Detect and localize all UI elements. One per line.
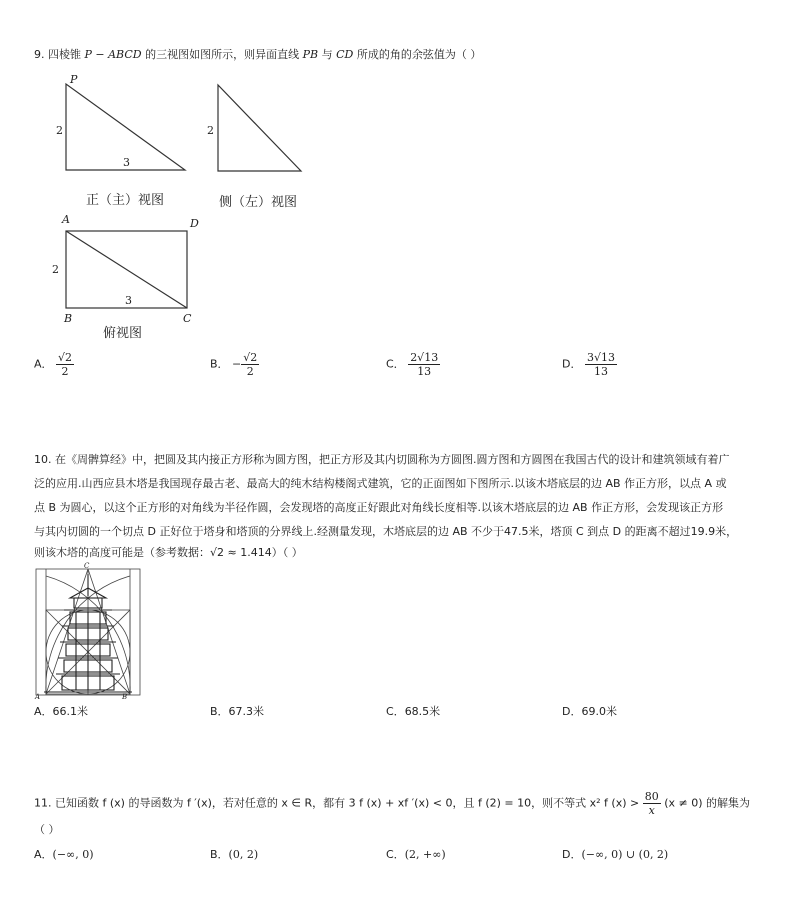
- q11-stem-tail: (x ≠ 0) 的解集为: [664, 796, 751, 810]
- pagoda-building: [44, 574, 132, 692]
- option-letter: A．: [34, 848, 53, 861]
- q9-math-pyramid: P − ABCD: [84, 48, 142, 61]
- q10-option-c[interactable]: [386, 703, 440, 719]
- q9-option-a-fraction: [56, 351, 74, 378]
- q9-stem-text: 所成的角的余弦值为（ ）: [353, 48, 482, 61]
- q11-option-c[interactable]: [386, 846, 446, 862]
- q10-stem-line-5: 则该木塔的高度可能是（参考数据：√2 ≈ 1.414）（ ）: [34, 546, 303, 559]
- option-letter: B．: [210, 848, 229, 861]
- q10-stem-line-3: 点 B 为圆心，以这个正方形的对角线为半径作圆，会发现塔的高度正好跟此对角线长度相等.以该木塔底层的边 AB 作正方形，会发现该正方形: [34, 501, 724, 514]
- top-view-label-a: A: [62, 213, 70, 226]
- top-view-label-b: B: [64, 312, 73, 325]
- pagoda-label-b: B: [122, 693, 128, 701]
- fraction-denominator: 2: [61, 365, 69, 378]
- q10-option-b[interactable]: [210, 703, 264, 719]
- option-sign: −: [232, 357, 242, 371]
- option-value: 68.5米: [404, 705, 441, 718]
- option-value: (0, 2): [228, 848, 259, 861]
- front-view-label-p: P: [70, 73, 78, 86]
- pagoda-figure: [34, 566, 142, 700]
- option-letter: B．: [210, 705, 229, 718]
- option-letter: D．: [562, 357, 582, 371]
- top-view-width: 3: [125, 294, 132, 307]
- q10-stem-line-1: 10. 在《周髀算经》中，把圆及其内接正方形称为圆方图，把正方形及其内切圆称为方圆图.圆方图和方圆图在我国古代的设计和建筑领域有着广: [34, 453, 730, 466]
- option-value: 69.0米: [581, 705, 617, 718]
- pagoda-label-a: A: [35, 693, 41, 701]
- option-value: 66.1米: [52, 705, 89, 718]
- q9-math-cd: CD: [336, 48, 354, 61]
- q11-option-a[interactable]: [34, 846, 94, 862]
- q11-stem-text: 11. 已知函数 f (x) 的导函数为 f ′(x)，若对任意的 x ∈ R，都有 3 f (x) + xf ′(x) < 0，且 f (2) = 10，则不等式 x² f (x) >: [34, 796, 640, 810]
- option-letter: A．: [34, 357, 53, 371]
- top-view-label-d: D: [190, 217, 199, 230]
- option-letter: B．: [210, 357, 229, 371]
- option-value: (2, +∞): [404, 848, 446, 861]
- option-value: (−∞, 0): [52, 848, 94, 861]
- side-view-triangle: [218, 85, 301, 171]
- option-letter: C．: [386, 357, 405, 371]
- pagoda-label-c: C: [84, 562, 90, 570]
- fraction-numerator: 2√13: [410, 351, 439, 364]
- fraction-numerator: 3√13: [586, 351, 615, 364]
- q9-option-d-fraction: [585, 351, 617, 378]
- q11-inequality-fraction: [643, 790, 661, 817]
- q9-option-c[interactable]: [386, 351, 440, 378]
- option-letter: D．: [562, 848, 582, 861]
- q10-stem-line-4: 与其内切圆的一个切点 D 正好位于塔身和塔顶的分界线上.经测量发现，木塔底层的边 AB 不少于47.5米，塔顶 C 到点 D 的距离不超过19.9米，: [34, 525, 738, 538]
- top-view-height: 2: [52, 263, 59, 276]
- q9-stem-text: 与: [318, 48, 337, 61]
- q9-stem: [34, 43, 481, 67]
- side-view-caption: 侧（左）视图: [219, 195, 298, 210]
- front-view-caption: 正（主）视图: [86, 193, 165, 208]
- q11-option-d[interactable]: [562, 846, 668, 862]
- option-letter: A．: [34, 705, 53, 718]
- fraction-denominator: 13: [593, 365, 608, 378]
- fraction-numerator: 80: [644, 790, 659, 803]
- top-view-label-c: C: [183, 312, 192, 325]
- option-letter: C．: [386, 705, 405, 718]
- side-view-figure: [210, 80, 310, 175]
- q9-option-a[interactable]: [34, 351, 74, 378]
- q11-stem-line-2: （ ）: [34, 823, 60, 836]
- option-value: 67.3米: [228, 705, 265, 718]
- q9-option-c-fraction: [408, 351, 440, 378]
- q10-option-a[interactable]: [34, 703, 88, 719]
- option-value: (−∞, 0) ∪ (0, 2): [581, 848, 669, 861]
- q9-option-b[interactable]: [210, 351, 259, 378]
- option-letter: D．: [562, 705, 582, 718]
- fraction-numerator: √2: [243, 351, 258, 364]
- q9-stem-text: 9. 四棱锥: [34, 48, 85, 61]
- front-view-height: 2: [56, 124, 63, 137]
- q10-option-d[interactable]: [562, 703, 617, 719]
- front-view-width: 3: [123, 156, 130, 169]
- q9-stem-text: 的三视图如图所示，则异面直线: [141, 48, 303, 61]
- side-view-height: 2: [207, 124, 214, 137]
- option-letter: C．: [386, 848, 405, 861]
- q10-stem-line-2: 泛的应用.山西应县木塔是我国现存最古老、最高大的纯木结构楼阁式建筑，它的正面图如下图所示.以该木塔底层的边 AB 作正方形，以点 A 或: [34, 477, 727, 490]
- fraction-denominator: 13: [417, 365, 432, 378]
- fraction-denominator: 2: [246, 365, 254, 378]
- fraction-numerator: √2: [58, 351, 73, 364]
- q11-stem-line-1: [34, 790, 750, 817]
- q9-math-pb: PB: [302, 48, 319, 61]
- top-view-caption: 俯视图: [103, 326, 143, 341]
- q9-option-b-fraction: [241, 351, 259, 378]
- q11-option-b[interactable]: [210, 846, 258, 862]
- q9-option-d[interactable]: [562, 351, 617, 378]
- fraction-denominator: x: [648, 804, 655, 817]
